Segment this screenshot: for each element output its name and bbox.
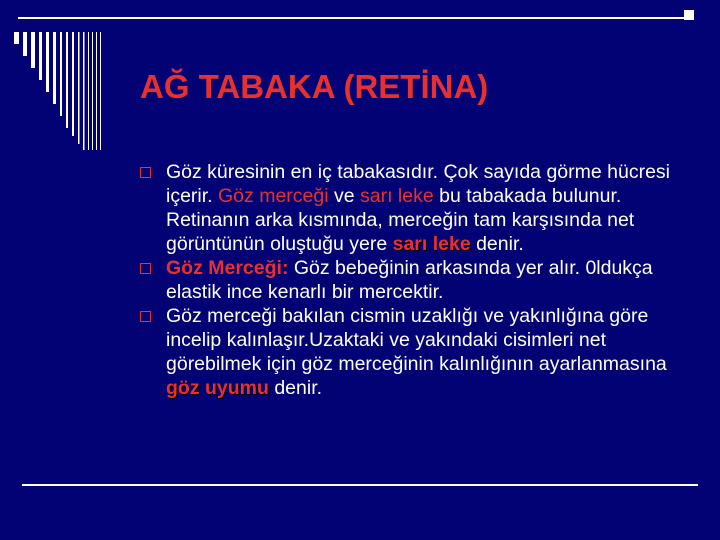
bullet-item	[140, 160, 700, 256]
highlighted-term: Göz merceği	[218, 185, 329, 207]
corner-square-decoration	[0, 0, 720, 40]
hollow-square-icon	[140, 167, 151, 178]
bullet-text: Göz küresinin en iç tabakasıdır. Çok sayıda görme hücresi içerir.	[166, 161, 670, 207]
bullet-item	[140, 304, 700, 400]
bullet-text: Göz bebeğinin arkasında yer alır. 0ldukça elastik ince kenarlı bir mercektir.	[166, 257, 653, 303]
highlighted-term: sarı leke	[392, 233, 471, 255]
top-divider	[18, 17, 694, 19]
highlighted-term: Göz Merceği:	[166, 257, 289, 279]
bullet-text: denir.	[470, 233, 524, 255]
highlighted-term: sarı leke	[360, 185, 434, 207]
bullet-text: ve	[328, 185, 360, 207]
bullet-list	[140, 160, 700, 400]
bottom-divider	[22, 484, 698, 486]
highlighted-term: göz uyumu	[166, 377, 269, 399]
hollow-square-icon	[140, 263, 151, 274]
hollow-square-icon	[140, 311, 151, 322]
bullet-text: Göz merceği bakılan cismin uzaklığı ve yakınlığına göre incelip kalınlaşır.Uzaktaki ve yakındaki cisimleri net görebilmek için göz merceğinin kalınlığının ayarlanmasına	[166, 305, 667, 375]
bullet-item	[140, 256, 700, 304]
slide-title: AĞ TABAKA (RETİNA)	[140, 68, 489, 105]
bullet-text: bu tabakada bulunur. Retinanın arka kısmında, merceğin tam karşısında net görüntünün oluştuğu yere	[166, 185, 635, 255]
bullet-text: denir.	[268, 377, 323, 399]
